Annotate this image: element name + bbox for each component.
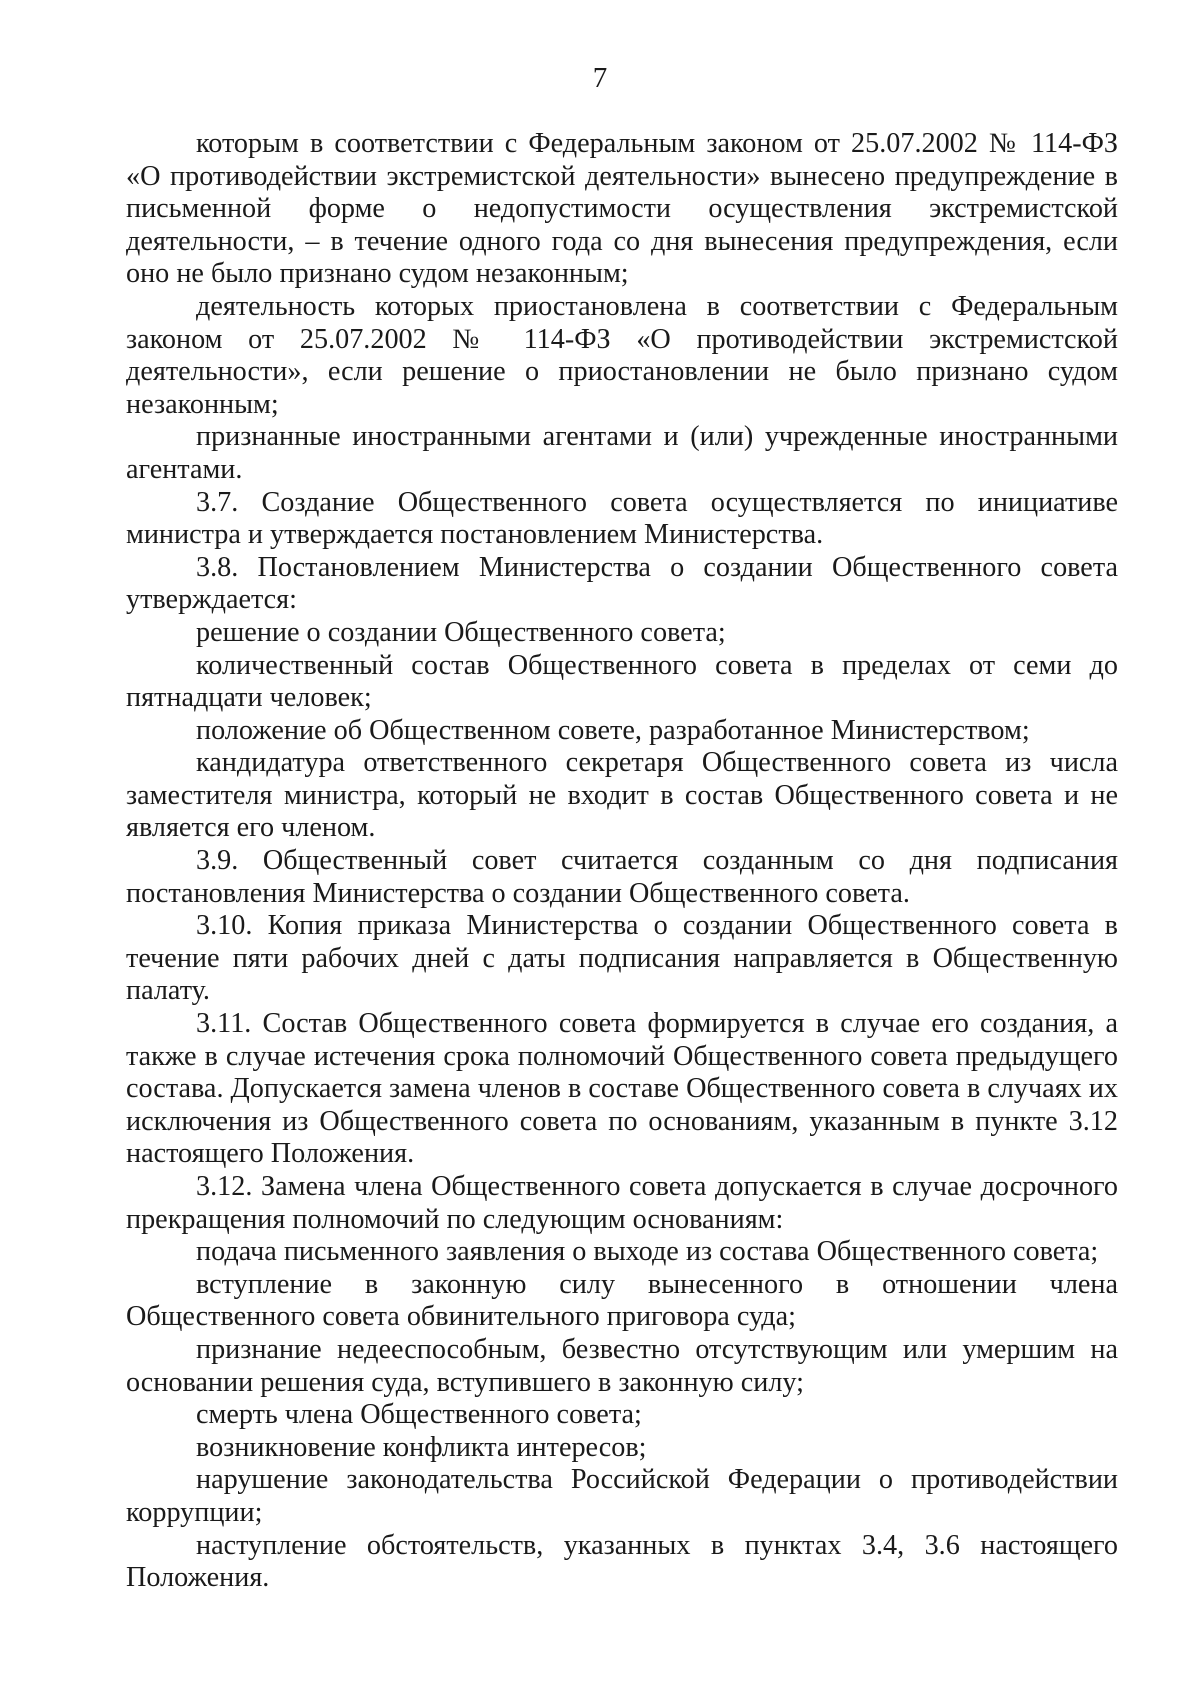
list-item-secretary: кандидатура ответственного секретаря Общественного совета из числа заместителя министра, который не входит в состав Общественного совета и не является его членом.: [126, 747, 1118, 844]
list-item-resignation: подача письменного заявления о выходе из состава Общественного совета;: [196, 1236, 1099, 1268]
paragraph-continuation-warning: которым в соответствии с Федеральным законом от 25.07.2002 № 114-ФЗ «О противодействии экстремистской деятельности» вынесено предупреждение в письменной форме о недопустимости осуществления экстремистской деятельности, – в течение одного года со дня вынесения предупреждения, если оно не было признано судом незаконным;: [126, 128, 1118, 290]
list-item-corruption-violation: нарушение законодательства Российской Федерации о противодействии коррупции;: [126, 1464, 1118, 1528]
paragraph-clause-3-9: 3.9. Общественный совет считается созданным со дня подписания постановления Министерства о создании Общественного совета.: [126, 845, 1118, 909]
paragraph-clause-3-10: 3.10. Копия приказа Министерства о создании Общественного совета в течение пяти рабочих дней с даты подписания направляется в Общественную палату.: [126, 910, 1118, 1007]
document-body: [126, 128, 1118, 1595]
list-item-death: смерть члена Общественного совета;: [196, 1399, 642, 1431]
page-number: 7: [592, 62, 608, 94]
list-item-conviction: вступление в законную силу вынесенного в отношении члена Общественного совета обвинительного приговора суда;: [126, 1268, 1118, 1333]
paragraph-clause-3-7: 3.7. Создание Общественного совета осуществляется по инициативе министра и утверждается постановлением Министерства.: [126, 486, 1118, 551]
list-item-regulation: положение об Общественном совете, разработанное Министерством;: [196, 714, 1030, 746]
list-item-circumstances: наступление обстоятельств, указанных в пунктах 3.4, 3.6 настоящего Положения.: [126, 1529, 1118, 1594]
paragraph-suspended-activity: деятельность которых приостановлена в соответствии с Федеральным законом от 25.07.2002 № 114-ФЗ «О противодействии экстремистской деятельности», если решение о приостановлении не было признано судом незаконным;: [126, 290, 1118, 420]
list-item-decision: решение о создании Общественного совета;: [196, 616, 726, 648]
paragraph-clause-3-11: 3.11. Состав Общественного совета формируется в случае его создания, а также в случае истечения срока полномочий Общественного совета предыдущего состава. Допускается замена членов в составе Общественного совета в случаях их исключения из Общественного совета по основаниям, указанным в пункте 3.12 настоящего Положения.: [126, 1008, 1118, 1170]
paragraph-clause-3-12: 3.12. Замена члена Общественного совета допускается в случае досрочного прекращения полномочий по следующим основаниям:: [126, 1171, 1118, 1235]
paragraph-foreign-agents: признанные иностранными агентами и (или) учрежденные иностранными агентами.: [126, 421, 1118, 485]
list-item-incapacity: признание недееспособным, безвестно отсутствующим или умершим на основании решения суда, вступившего в законную силу;: [126, 1333, 1118, 1398]
paragraph-clause-3-8: 3.8. Постановлением Министерства о создании Общественного совета утверждается:: [126, 551, 1118, 616]
list-item-conflict-of-interest: возникновение конфликта интересов;: [196, 1431, 647, 1463]
list-item-quantity: количественный состав Общественного совета в пределах от семи до пятнадцати человек;: [126, 649, 1118, 714]
